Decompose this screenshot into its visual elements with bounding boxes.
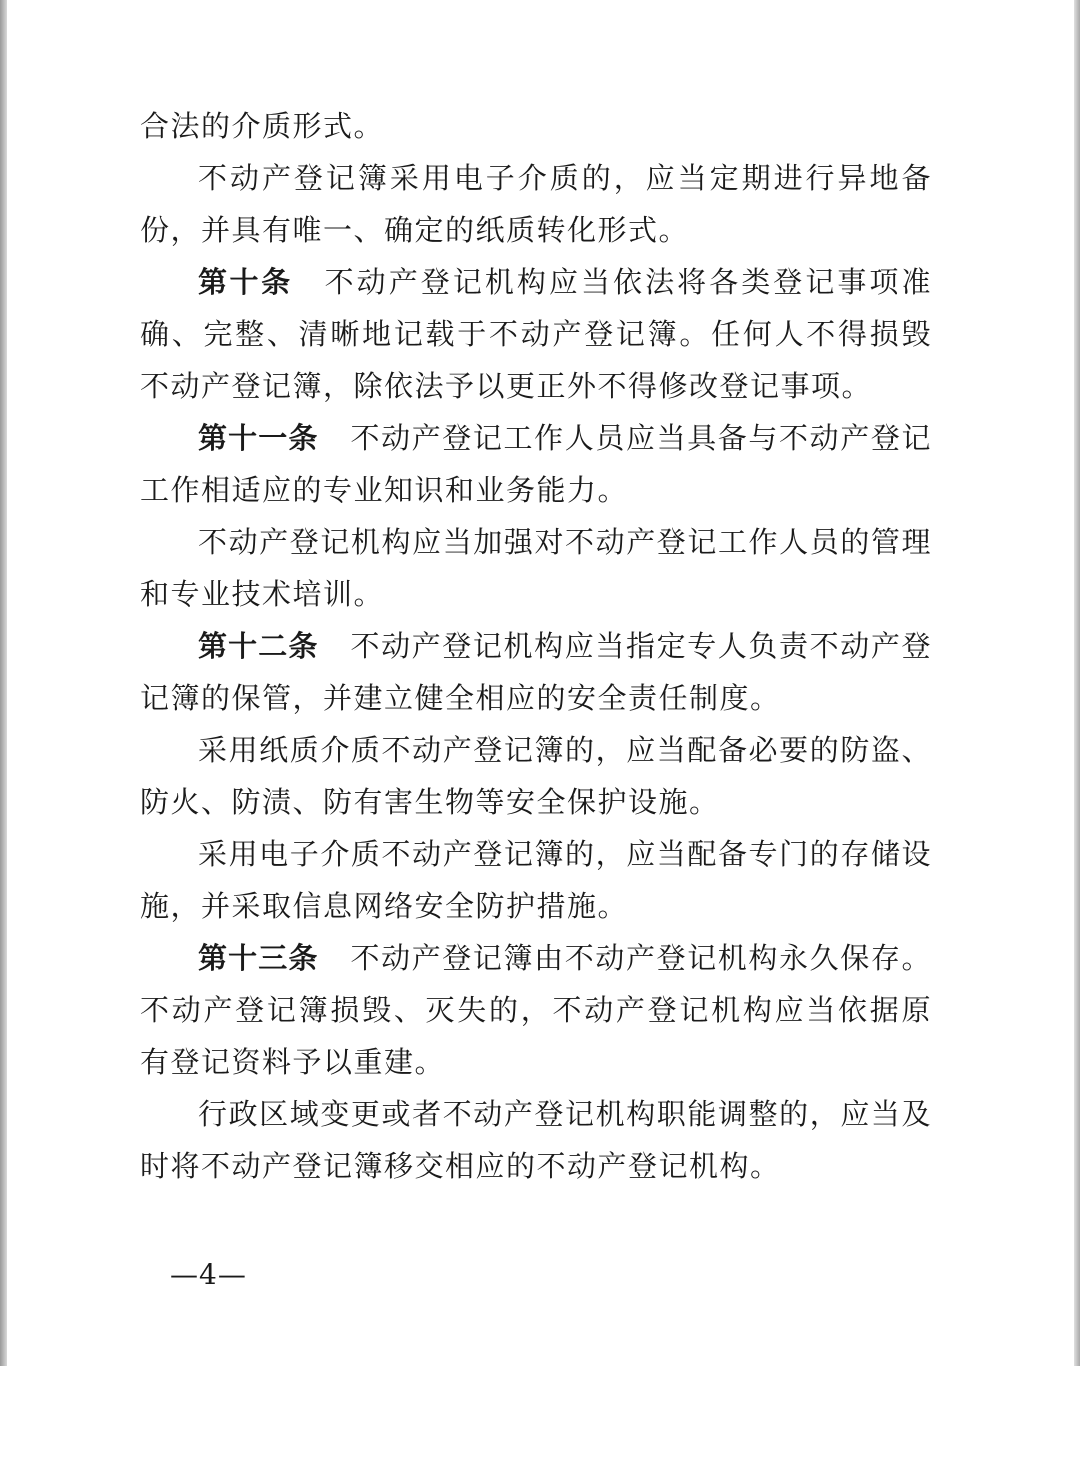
page-left-edge [0,0,7,1366]
paragraph-text: 不动产登记工作人员应当具备与不动产登记工作相适应的专业知识和业务能力。 [140,421,932,507]
paragraph-7 [140,828,932,932]
below-page-area [0,1366,1080,1457]
paragraph-9 [140,1088,932,1192]
paragraph-text: 采用纸质介质不动产登记簿的，应当配备必要的防盗、防火、防渍、防有害生物等安全保护设施。 [140,733,932,819]
page-right-edge [1074,0,1080,1366]
paragraph-1 [140,152,932,256]
article-11 [140,412,932,516]
paragraph-text: 合法的介质形式。 [140,109,385,143]
paragraph-4 [140,516,932,620]
paragraph-text: 不动产登记簿由不动产登记机构永久保存。不动产登记簿损毁、灭失的，不动产登记机构应当依据原有登记资料予以重建。 [140,941,932,1079]
paragraph-6 [140,724,932,828]
paragraph-text: 不动产登记簿采用电子介质的，应当定期进行异地备份，并具有唯一、确定的纸质转化形式。 [140,161,932,247]
article-heading: 第十一条 [198,421,319,455]
article-10 [140,256,932,412]
paragraph-text: 不动产登记机构应当加强对不动产登记工作人员的管理和专业技术培训。 [140,525,932,611]
document-body [140,100,932,1192]
article-heading: 第十二条 [198,629,319,663]
article-heading: 第十三条 [198,941,319,975]
paragraph-text: 行政区域变更或者不动产登记机构职能调整的，应当及时将不动产登记簿移交相应的不动产登记机构。 [140,1097,932,1183]
article-12 [140,620,932,724]
paragraph-text: 采用电子介质不动产登记簿的，应当配备专门的存储设施，并采取信息网络安全防护措施。 [140,837,932,923]
paragraph-text: 不动产登记机构应当指定专人负责不动产登记簿的保管，并建立健全相应的安全责任制度。 [140,629,932,715]
paragraph-text: 不动产登记机构应当依法将各类登记事项准确、完整、清晰地记载于不动产登记簿。任何人不得损毁不动产登记簿，除依法予以更正外不得修改登记事项。 [140,265,932,403]
article-13 [140,932,932,1088]
paragraph-0 [140,100,932,152]
page-number: —4— [170,1258,247,1291]
article-heading: 第十条 [198,265,293,299]
